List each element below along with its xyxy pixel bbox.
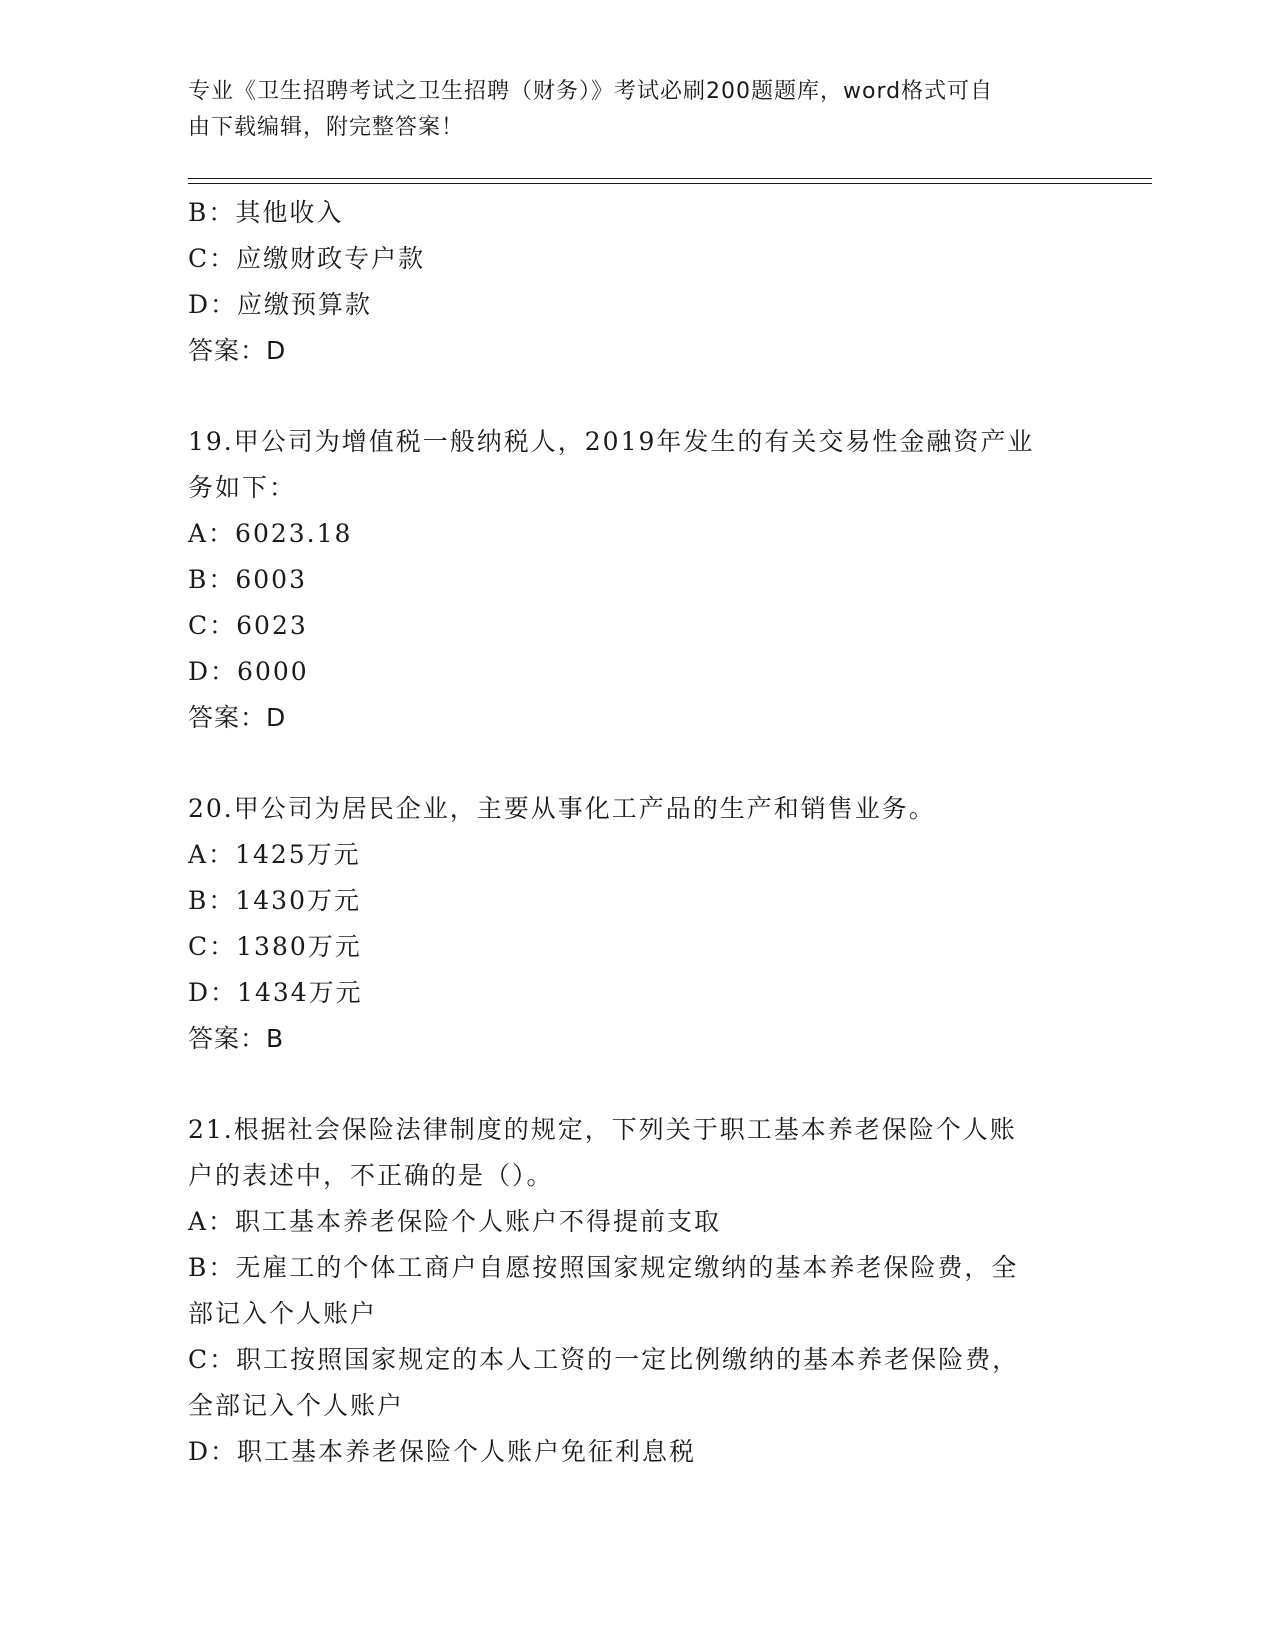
option-d: D：职工基本养老保险个人账户免征利息税: [188, 1437, 697, 1466]
option-a: A：6023.18: [188, 519, 353, 548]
option-c-line-2: 全部记入个人账户: [188, 1391, 405, 1420]
question-stem-line-1: 21.根据社会保险法律制度的规定，下列关于职工基本养老保险个人账: [188, 1115, 1017, 1144]
option-d: D：6000: [188, 657, 309, 686]
header-line-2: 由下载编辑，附完整答案！: [188, 115, 465, 140]
option-d: D：1434万元: [188, 978, 363, 1007]
spacer: [188, 741, 1088, 786]
document-header: [188, 74, 1068, 146]
question-stem-line-1: 19.甲公司为增值税一般纳税人，2019年发生的有关交易性金融资产业: [188, 427, 1035, 456]
question-18-partial: [188, 190, 1088, 374]
option-b-line-1: B：无雇工的个体工商户自愿按照国家规定缴纳的基本养老保险费，全: [188, 1253, 1019, 1282]
header-divider-top: [188, 178, 1152, 179]
option-c: C：应缴财政专户款: [188, 244, 426, 273]
spacer: [188, 1062, 1088, 1107]
spacer: [188, 374, 1088, 419]
answer: 答案：B: [188, 1024, 285, 1053]
answer: 答案：D: [188, 336, 287, 365]
option-b: B：6003: [188, 565, 307, 594]
option-b-line-2: 部记入个人账户: [188, 1299, 378, 1328]
header-divider-bottom: [188, 183, 1152, 184]
question-stem-line-1: 20.甲公司为居民企业，主要从事化工产品的生产和销售业务。: [188, 794, 936, 823]
option-d: D：应缴预算款: [188, 290, 373, 319]
option-c: C：1380万元: [188, 932, 362, 961]
question-list: [188, 190, 1088, 1475]
option-c: C：6023: [188, 611, 308, 640]
question-stem-line-2: 户的表述中，不正确的是（）。: [188, 1161, 554, 1190]
header-line-1: 专业《卫生招聘考试之卫生招聘（财务）》考试必刷200题题库，word格式可自: [188, 79, 994, 104]
option-b: B：1430万元: [188, 886, 361, 915]
option-b: B：其他收入: [188, 198, 344, 227]
option-c-line-1: C：职工按照国家规定的本人工资的一定比例缴纳的基本养老保险费，: [188, 1345, 1020, 1374]
answer: 答案：D: [188, 703, 287, 732]
question-21: [188, 1107, 1088, 1475]
option-a: A：职工基本养老保险个人账户不得提前支取: [188, 1207, 722, 1236]
question-19: [188, 419, 1088, 741]
question-stem-line-2: 务如下：: [188, 473, 297, 502]
question-20: [188, 786, 1088, 1062]
option-a: A：1425万元: [188, 840, 361, 869]
